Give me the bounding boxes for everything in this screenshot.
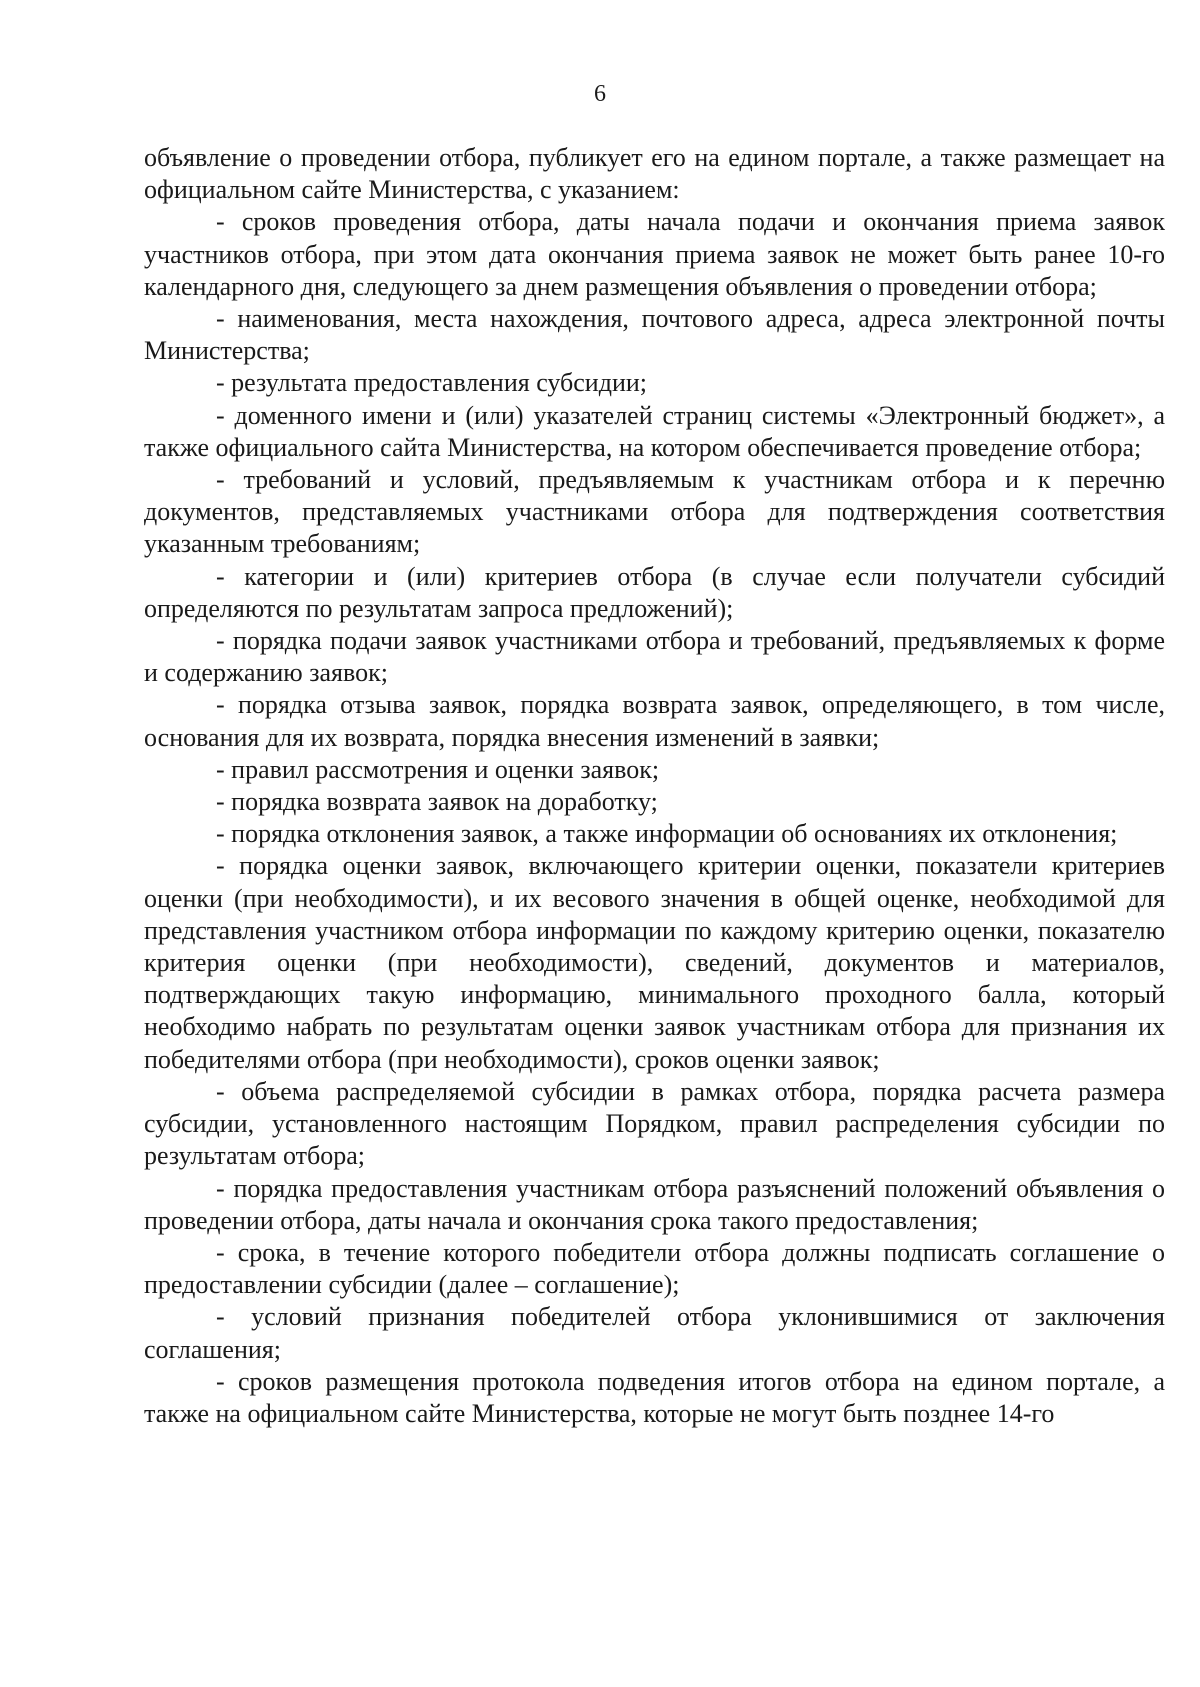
document-body [144, 142, 1165, 1430]
list-item: - порядка возврата заявок на доработку; [216, 787, 658, 817]
paragraph-continuation: объявление о проведении отбора, публикует его на едином портале, а также размещает на официальном сайте Министерства, с указанием: [144, 143, 1165, 205]
list-item: - условий признания победителей отбора уклонившимися от заключения соглашения; [144, 1302, 1165, 1364]
list-item: - сроков размещения протокола подведения итогов отбора на едином портале, а также на официальном сайте Министерства, которые не могут быть позднее 14-го [144, 1366, 1165, 1428]
page-number: 6 [594, 81, 606, 107]
list-item: - правил рассмотрения и оценки заявок; [216, 754, 660, 784]
list-item: - порядка оценки заявок, включающего критерии оценки, показатели критериев оценки (при необходимости), и их весового значения в общей оценке, необходимой для представления участником отбора информации по каждому критерию оценки, показателю критерия оценки (при необходимости), сведений, документов и материалов, подтверждающих такую информацию, минимального проходного балла, который необходимо набрать по результатам оценки заявок участникам отбора для признания их победителями отбора (при необходимости), сроков оценки заявок; [144, 851, 1165, 1074]
list-item: - сроков проведения отбора, даты начала подачи и окончания приема заявок участников отбора, при этом дата окончания приема заявок не может быть ранее 10-го календарного дня, следующего за днем размещения объявления о проведении отбора; [144, 207, 1165, 301]
list-item: - срока, в течение которого победители отбора должны подписать соглашение о предоставлении субсидии (далее – соглашение); [144, 1237, 1165, 1300]
list-item: - порядка отзыва заявок, порядка возврата заявок, определяющего, в том числе, основания для их возврата, порядка внесения изменений в заявки; [144, 690, 1165, 752]
list-item: - результата предоставления субсидии; [216, 368, 648, 398]
list-item: - порядка отклонения заявок, а также информации об основаниях их отклонения; [216, 819, 1118, 849]
list-item: - наименования, места нахождения, почтового адреса, адреса электронной почты Министерства; [144, 304, 1165, 366]
list-item: - порядка предоставления участникам отбора разъяснений положений объявления о проведении отбора, даты начала и окончания срока такого предоставления; [144, 1173, 1165, 1235]
list-item: - порядка подачи заявок участниками отбора и требований, предъявляемых к форме и содержанию заявок; [144, 626, 1165, 688]
list-item: - требований и условий, предъявляемым к участникам отбора и к перечню документов, представляемых участниками отбора для подтверждения соответствия указанным требованиям; [144, 465, 1165, 559]
list-item: - доменного имени и (или) указателей страниц системы «Электронный бюджет», а также официального сайта Министерства, на котором обеспечивается проведение отбора; [144, 400, 1165, 462]
list-item: - категории и (или) критериев отбора (в случае если получатели субсидий определяются по результатам запроса предложений); [144, 561, 1165, 623]
list-item: - объема распределяемой субсидии в рамках отбора, порядка расчета размера субсидии, установленного настоящим Порядком, правил распределения субсидии по результатам отбора; [144, 1076, 1165, 1171]
